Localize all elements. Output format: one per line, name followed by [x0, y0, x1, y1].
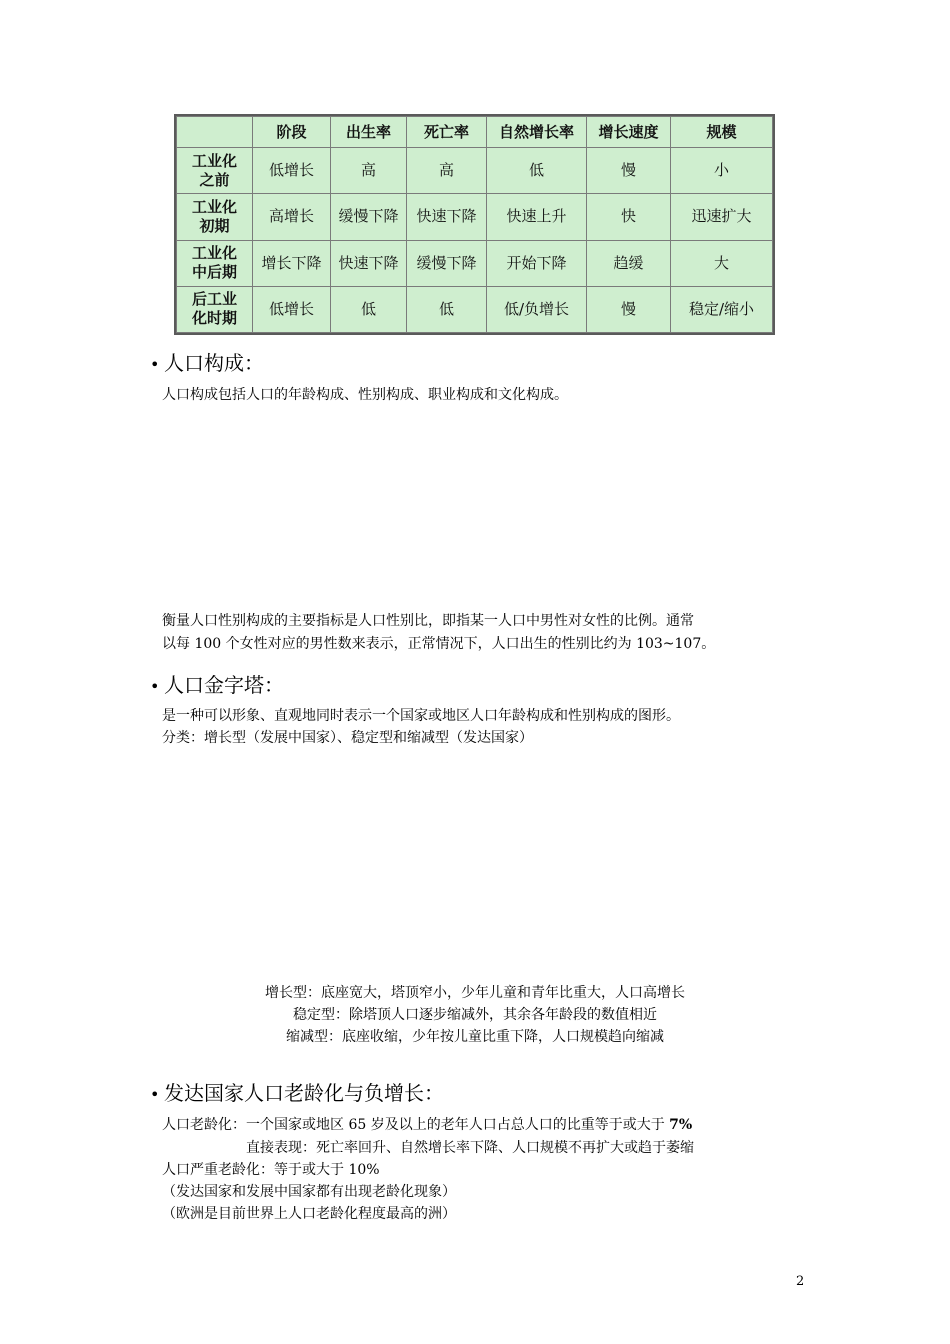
row-label-line: 化时期 [191, 309, 237, 328]
row-label-line: 后工业 [191, 290, 237, 309]
table-cell: 缓慢下降 [331, 194, 407, 240]
row-label-line: 工业化 [191, 151, 237, 170]
page-number: 2 [796, 1274, 805, 1289]
section-heading-aging [150, 1080, 444, 1108]
row-label-line: 中后期 [191, 263, 237, 282]
bullet: • [150, 355, 160, 374]
table-row [177, 148, 773, 194]
pyramid-type-shrink: 缩减型：底座收缩，少年按儿童比重下降，人口规模趋向缩减 [286, 1029, 664, 1045]
row-label [177, 148, 253, 194]
paragraph: 以每 100 个女性对应的男性数来表示，正常情况下，人口出生的性别比约为 103~107。 [162, 636, 716, 652]
table-cell: 增长下降 [253, 240, 331, 286]
table-cell: 慢 [587, 286, 671, 332]
row-label-line: 初期 [199, 216, 230, 235]
section-title: 人口金字塔： [164, 673, 284, 697]
table-cell: 高 [407, 148, 487, 194]
table-header-cell: 死亡率 [407, 117, 487, 148]
pyramid-type-growth: 增长型：底座宽大，塔顶窄小，少年儿童和青年比重大，人口高增长 [265, 985, 685, 1001]
table-header-cell: 增长速度 [587, 117, 671, 148]
table-row [177, 240, 773, 286]
table-cell: 快 [587, 194, 671, 240]
table-cell: 趋缓 [587, 240, 671, 286]
table-row [177, 286, 773, 332]
table-cell: 小 [671, 148, 773, 194]
table-cell: 迅速扩大 [671, 194, 773, 240]
row-label-line: 之前 [199, 170, 230, 189]
table-header-cell: 阶段 [253, 117, 331, 148]
paragraph: 分类：增长型（发展中国家）、稳定型和缩减型（发达国家） [162, 730, 533, 746]
table-cell: 开始下降 [487, 240, 587, 286]
table-cell: 低 [487, 148, 587, 194]
section-heading-population-pyramid [150, 672, 284, 700]
table-cell: 高 [331, 148, 407, 194]
table-cell: 慢 [587, 148, 671, 194]
table-cell: 稳定/缩小 [671, 286, 773, 332]
paragraph: （欧洲是目前世界上人口老龄化程度最高的洲） [162, 1206, 456, 1222]
table-cell: 大 [671, 240, 773, 286]
paragraph: 人口严重老龄化：等于或大于 10% [162, 1162, 380, 1178]
table-cell: 低/负增长 [487, 286, 587, 332]
industrialization-stage-table [174, 114, 775, 335]
pyramid-type-stable: 稳定型：除塔顶人口逐步缩减外，其余各年龄段的数值相近 [293, 1007, 657, 1023]
table-cell: 缓慢下降 [407, 240, 487, 286]
paragraph: （发达国家和发展中国家都有出现老龄化现象） [162, 1184, 456, 1200]
table-cell: 快速下降 [331, 240, 407, 286]
table-header-row [177, 117, 773, 148]
table-cell: 低增长 [253, 148, 331, 194]
table-cell: 快速下降 [407, 194, 487, 240]
section-heading-population-composition [150, 350, 264, 378]
table-row [177, 194, 773, 240]
table-cell: 低 [407, 286, 487, 332]
section-title: 人口构成： [164, 351, 264, 375]
aging-threshold: 7% [669, 1117, 693, 1133]
table-cell: 高增长 [253, 194, 331, 240]
row-label-line: 工业化 [191, 197, 237, 216]
row-label-line: 工业化 [191, 244, 237, 263]
table-cell: 低增长 [253, 286, 331, 332]
table-header-cell: 自然增长率 [487, 117, 587, 148]
row-label [177, 240, 253, 286]
table-cell: 快速上升 [487, 194, 587, 240]
stage-table [176, 116, 773, 333]
section-title: 发达国家人口老龄化与负增长： [164, 1081, 444, 1105]
table-header-cell: 出生率 [331, 117, 407, 148]
paragraph: 是一种可以形象、直观地同时表示一个国家或地区人口年龄构成和性别构成的图形。 [162, 708, 680, 724]
aging-definition: 人口老龄化：一个国家或地区 65 岁及以上的老年人口占总人口的比重等于或大于 [162, 1117, 665, 1133]
paragraph: 衡量人口性别构成的主要指标是人口性别比，即指某一人口中男性对女性的比例。通常 [162, 613, 694, 629]
table-header-cell: 规模 [671, 117, 773, 148]
paragraph: 人口构成包括人口的年龄构成、性别构成、职业构成和文化构成。 [162, 387, 568, 403]
paragraph: 直接表现：死亡率回升、自然增长率下降、人口规模不再扩大或趋于萎缩 [246, 1140, 694, 1156]
table-header-cell [177, 117, 253, 148]
bullet: • [150, 1085, 160, 1104]
table-cell: 低 [331, 286, 407, 332]
bullet: • [150, 677, 160, 696]
row-label [177, 286, 253, 332]
row-label [177, 194, 253, 240]
paragraph [162, 1114, 692, 1136]
